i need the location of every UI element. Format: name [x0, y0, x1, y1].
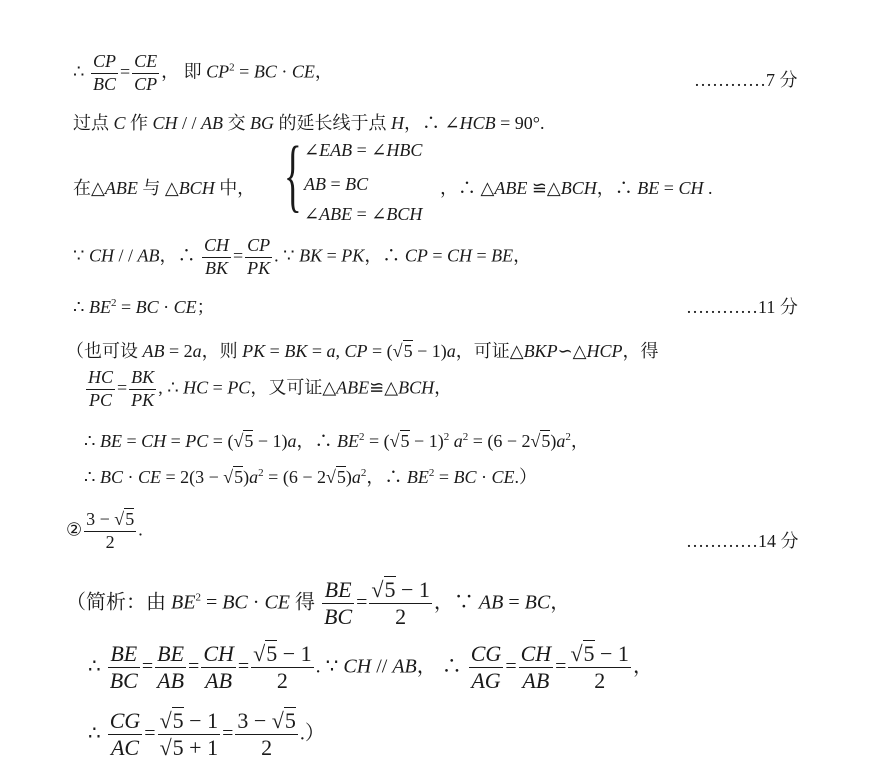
line-2: 过点 C 作 CH / / AB 交 BG 的延长线于点 H，∴ ∠HCB = 90°.	[73, 113, 545, 133]
fraction-final: $\frac{3 - √5}{2}$	[237, 708, 296, 761]
line-13: ∴ $\frac{CG}{AC}$ = $\frac{√5 - 1}{√5 + 1}$ = $\frac{3 - √5}{2}$ .）	[88, 708, 325, 761]
line-9: ∴ BC · CE = $2(3 - √5)a^2 = (6 - 2√5)a^2$，∴ $BE^2$ = BC · CE.）	[84, 467, 538, 487]
line-3-result: ，∴ △ABE ≌△BCH，∴ BE = CH .	[440, 178, 713, 198]
word-jianxi: （简析：由	[66, 591, 166, 614]
line-7: $\frac{HC}{PC}$ = $\frac{BK}{PK}$ , ∴ HC = PC，又可证△ABE≌△BCH，	[88, 367, 453, 410]
word-yanchang: 的延长线于点	[278, 113, 387, 133]
fraction-sqrt5-1-2-c: $\frac{√5 - 1}{2}$	[570, 641, 629, 694]
fraction-ch-ab: $\frac{CH}{AB}$	[203, 641, 234, 694]
word-ze: 则	[219, 341, 238, 361]
line-1: ∴ $\frac{CP}{BC}$ = $\frac{CE}{CP}$ ， 即 $CP^2$ = BC · CE，	[73, 51, 333, 94]
word-de2: 得	[295, 591, 316, 614]
line-10: ② $\frac{3 - √5}{2}$ .	[66, 509, 143, 552]
fraction-cp-pk: $\frac{CP}{PK}$	[247, 235, 271, 278]
line-11: （简析：由 $BE^2$ = BC · CE 得 $\frac{BE}{BC}$ = $\frac{√5 - 1}{2}$ ，∵ AB = BC，	[66, 577, 571, 630]
fraction-be-bc: $\frac{BE}{BC}$	[324, 577, 353, 630]
word-kezheng: 可证	[473, 341, 510, 361]
fraction-bk-pk: $\frac{BK}{PK}$	[131, 367, 155, 410]
word-zuo: 作	[130, 113, 149, 133]
line-5: ∴ $BE^2$ = BC · CE；	[73, 297, 215, 317]
line-3: 在△ABE 与 △BCH 中，	[73, 178, 256, 198]
fraction-cg-ag: $\frac{CG}{AG}$	[470, 641, 502, 694]
fraction-be-ab: $\frac{BE}{AB}$	[157, 641, 185, 694]
word-zai: 在	[73, 178, 91, 198]
line-6: （也可设 AB = 2a，则 PK = BK = a, CP = (√5 − 1)a，可证△BKP∽△HCP，得	[66, 341, 659, 361]
fraction-cg-ac: $\frac{CG}{AC}$	[109, 708, 141, 761]
word-ji: 即	[183, 61, 202, 82]
score-7: …………7 分	[694, 70, 798, 90]
fraction-ce-cp: $\frac{CE}{CP}$	[134, 51, 158, 94]
fraction-answer: $\frac{3 - √5}{2}$	[86, 509, 135, 552]
score-14: …………14 分	[686, 531, 799, 551]
word-zhong: 中，	[219, 178, 256, 198]
line-8: ∴ BE = CH = PC = (√5 − 1)a，∴ $BE^2 = (√5 - 1)^2$ $a^2 = (6 - 2√5)a^2$，	[84, 431, 589, 451]
fraction-ch-ab-2: $\frac{CH}{AB}$	[520, 641, 552, 694]
fraction-sqrt-ratio: $\frac{√5 - 1}{√5 + 1}$	[159, 708, 219, 761]
word-yekeshe: （也可设	[66, 341, 138, 361]
line-4: ∵ CH / / AB，∴ $\frac{CH}{BK}$ = $\frac{CP}{PK}$ . ∵ BK = PK，∴ CP = CH = BE，	[73, 235, 532, 278]
left-brace: {	[284, 129, 302, 220]
word-youkezheng: 又可证	[268, 377, 323, 398]
fraction-sqrt5-1-2-b: $\frac{√5 - 1}{2}$	[253, 641, 312, 694]
word-guo: 过点	[73, 113, 109, 133]
fraction-sqrt5-1-2: $\frac{√5 - 1}{2}$	[371, 577, 430, 630]
fraction-hc-pc: $\frac{HC}{PC}$	[88, 367, 114, 410]
word-de: 得	[640, 341, 659, 361]
word-jiao: 交	[227, 113, 246, 133]
fraction-cp-bc: $\frac{CP}{BC}$	[92, 51, 116, 94]
score-11: …………11 分	[686, 297, 798, 317]
fraction-be-bc-2: $\frac{BE}{BC}$	[109, 641, 138, 694]
word-yu: 与	[142, 178, 161, 198]
fraction-ch-bk: $\frac{CH}{BK}$	[203, 235, 229, 278]
line-12: ∴ $\frac{BE}{BC}$ = $\frac{BE}{AB}$ = $\frac{CH}{AB}$ = $\frac{√5 - 1}{2}$ . ∵ CH // AB， ∴ $\frac{CG}{AG}$ = $\frac{CH}{AB}$ = $\frac{√5 - 1}{2}$ ，	[88, 641, 653, 694]
